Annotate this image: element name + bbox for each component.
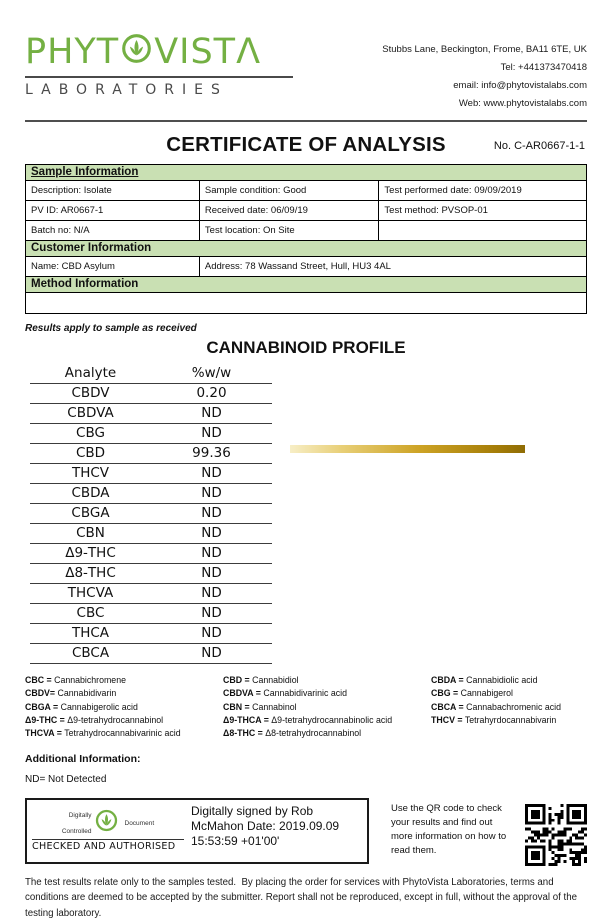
lab-web: Web: www.phytovistalabs.com bbox=[458, 98, 587, 110]
authorised-stamp bbox=[32, 804, 184, 858]
table-row bbox=[26, 181, 587, 201]
brand-part2: VIST bbox=[154, 31, 237, 72]
table-row: THCVA ND bbox=[30, 584, 272, 604]
stamp-leaf-icon bbox=[95, 809, 118, 837]
legend-item: Δ9-THCA = Δ9-tetrahydrocannabinolic acid bbox=[223, 715, 393, 726]
analyte-column-header: Analyte bbox=[30, 364, 151, 384]
legend-column-1 bbox=[25, 674, 223, 740]
table-row: Δ8-THC ND bbox=[30, 564, 272, 584]
sample-info-title: Sample Information bbox=[31, 166, 139, 179]
gold-gradient-bar bbox=[290, 445, 525, 453]
table-row: CBDA ND bbox=[30, 484, 272, 504]
signature-row bbox=[25, 798, 587, 866]
empty-cell bbox=[379, 221, 587, 241]
sample-info-header bbox=[26, 165, 587, 181]
legend-item: CBD = Cannabidiol bbox=[223, 675, 299, 686]
cannabinoid-profile-section bbox=[25, 364, 587, 664]
table-row bbox=[26, 257, 587, 277]
sample-description: Description: Isolate bbox=[26, 181, 200, 201]
table-row: THCA ND bbox=[30, 624, 272, 644]
header-divider bbox=[25, 120, 587, 122]
legend-item: Δ9-THC = Δ9-tetrahydrocannabinol bbox=[25, 715, 164, 726]
legend-column-3 bbox=[431, 674, 587, 740]
table-row: CBG ND bbox=[30, 424, 272, 444]
sample-info-table bbox=[25, 164, 587, 241]
document-title: CERTIFICATE OF ANALYSIS bbox=[166, 133, 446, 157]
legend-item: Δ8-THC = Δ8-tetrahydrocannabinol bbox=[223, 728, 362, 739]
brand-subtitle: LABORATORIES bbox=[25, 76, 293, 98]
lab-address: Stubbs Lane, Beckington, Frome, BA11 6TE, UK bbox=[382, 44, 587, 55]
results-note: Results apply to sample as received bbox=[25, 323, 197, 335]
table-row: CBDV 0.20 bbox=[30, 384, 272, 404]
nd-definition: ND= Not Detected bbox=[25, 773, 107, 785]
table-row: CBD 99.36 bbox=[30, 444, 272, 464]
checked-authorised-label: CHECKED AND AUTHORISED bbox=[32, 839, 184, 852]
legend-item: CBN = Cannabinol bbox=[223, 701, 297, 712]
stamp-digitally-label: Digitally bbox=[68, 811, 92, 819]
value-column-header: %w/w bbox=[151, 364, 272, 384]
additional-information-title: Additional Information: bbox=[25, 752, 141, 765]
legend-item: THCV = Tetrahyrdocannabivarin bbox=[431, 715, 557, 726]
disclaimer-text: The test results relate only to the samples tested. By placing the order for services with PhytoVista Laboratories, terms and conditions are deemed to be accepted by the submitter. Report shall not be reproduced, except in full, without the approval of the testing laboratory. bbox=[25, 876, 580, 919]
legend-item: CBGA = Cannabigerolic acid bbox=[25, 701, 138, 712]
batch-no: Batch no: N/A bbox=[26, 221, 200, 241]
cannabinoid-profile-title: CANNABINOID PROFILE bbox=[206, 338, 406, 358]
legend-item: CBG = Cannabigerol bbox=[431, 688, 513, 699]
digital-signature-box bbox=[25, 798, 369, 864]
table-row: CBN ND bbox=[30, 524, 272, 544]
test-location: Test location: On Site bbox=[199, 221, 379, 241]
legend-item: CBDVA = Cannabidivarinic acid bbox=[223, 688, 347, 699]
test-performed-date: Test performed date: 09/09/2019 bbox=[379, 181, 587, 201]
table-row bbox=[26, 293, 587, 314]
header bbox=[25, 33, 587, 113]
legend-item: THCVA = Tetrahydrocannabivarinic acid bbox=[25, 728, 181, 739]
phytovista-logo bbox=[25, 33, 293, 98]
table-row: THCV ND bbox=[30, 464, 272, 484]
customer-info-table bbox=[25, 240, 587, 277]
legend-item: CBC = Cannabichromene bbox=[25, 675, 126, 686]
digital-signature-text: Digitally signed by Rob McMahon Date: 2019.09.09 15:53:59 +01'00' bbox=[191, 803, 340, 849]
customer-address: Address: 78 Wassand Street, Hull, HU3 4AL bbox=[199, 257, 586, 277]
brand-part1: PHYT bbox=[25, 31, 120, 72]
legend-item: CBDA = Cannabidiolic acid bbox=[431, 675, 538, 686]
analyte-table-header bbox=[30, 364, 272, 384]
method-info-table bbox=[25, 276, 587, 314]
table-row bbox=[26, 201, 587, 221]
brand-wordmark bbox=[25, 33, 293, 76]
customer-info-title: Customer Information bbox=[26, 241, 587, 257]
table-row: CBDVA ND bbox=[30, 404, 272, 424]
table-row bbox=[26, 221, 587, 241]
lab-email: email: info@phytovistalabs.com bbox=[453, 80, 587, 92]
received-date: Received date: 06/09/19 bbox=[199, 201, 379, 221]
brand-part3: Λ bbox=[236, 31, 262, 72]
method-empty-cell bbox=[26, 293, 587, 314]
title-row bbox=[25, 133, 587, 157]
stamp-document-label: Document bbox=[124, 819, 155, 827]
method-info-title: Method Information bbox=[26, 277, 587, 293]
qr-code bbox=[525, 804, 587, 866]
analyte-table bbox=[30, 364, 272, 664]
lab-tel: Tel: +441373470418 bbox=[500, 62, 587, 74]
qr-instructions: Use the QR code to check your results and find out more information on how to read them. bbox=[391, 802, 507, 857]
customer-info-header bbox=[26, 241, 587, 257]
lab-contact-info bbox=[382, 41, 587, 113]
abbreviation-legend bbox=[25, 674, 587, 740]
table-row: Δ9-THC ND bbox=[30, 544, 272, 564]
method-info-header bbox=[26, 277, 587, 293]
customer-name: Name: CBD Asylum bbox=[26, 257, 200, 277]
legend-item: CBCA = Cannabachromenic acid bbox=[431, 701, 561, 712]
stamp-controlled-label: Controlled bbox=[61, 827, 92, 835]
legend-column-2 bbox=[223, 674, 431, 740]
sample-condition: Sample condition: Good bbox=[199, 181, 379, 201]
pv-id: PV ID: AR0667-1 bbox=[26, 201, 200, 221]
test-method: Test method: PVSOP-01 bbox=[379, 201, 587, 221]
legend-item: CBDV= Cannabidivarin bbox=[25, 688, 117, 699]
table-row: CBCA ND bbox=[30, 644, 272, 664]
certificate-number: No. C-AR0667-1-1 bbox=[493, 140, 585, 153]
table-row: CBGA ND bbox=[30, 504, 272, 524]
table-row: CBC ND bbox=[30, 604, 272, 624]
leaf-in-circle-icon bbox=[121, 33, 152, 71]
qr-section bbox=[391, 802, 587, 866]
